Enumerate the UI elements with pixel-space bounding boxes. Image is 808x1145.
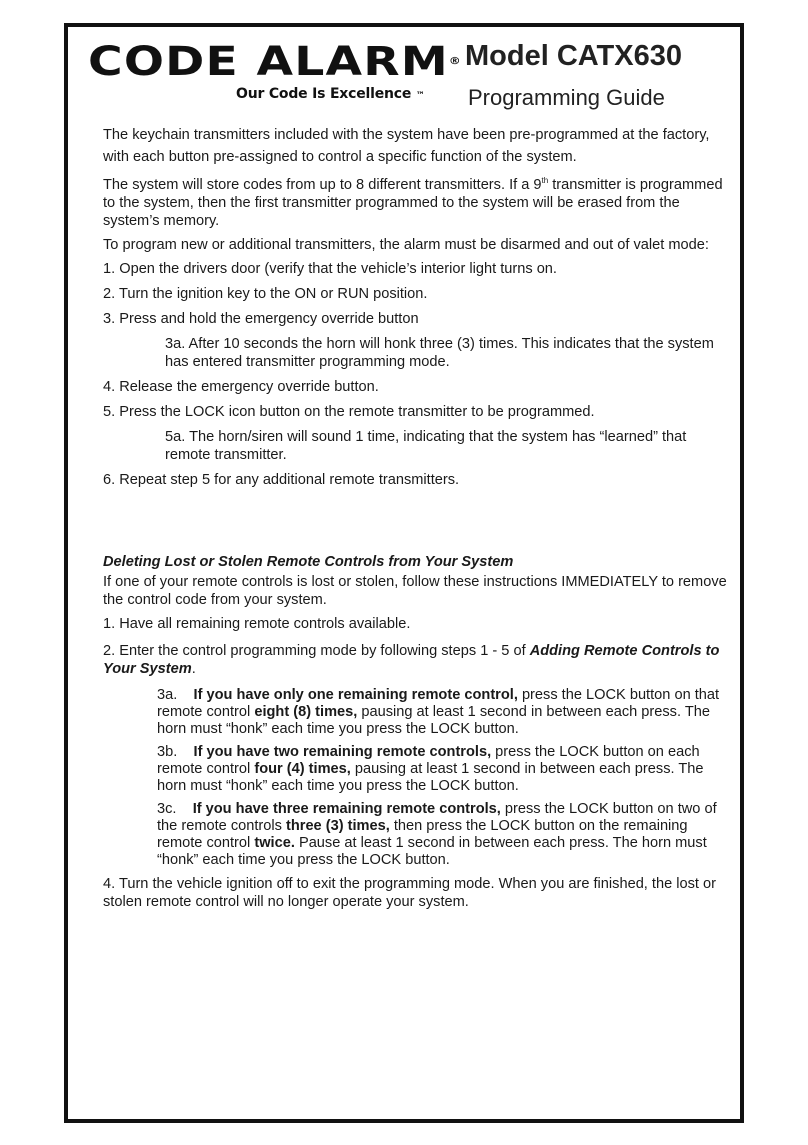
step-6: 6. Repeat step 5 for any additional remote transmitters. (103, 471, 460, 488)
document-body (103, 124, 733, 917)
deleting-step-1: 1. Have all remaining remote controls available. (103, 615, 411, 632)
deleting-step-3c: 3c. If you have three remaining remote controls, press the LOCK button on two of the remote controls three (3) times, then press the LOCK button on the remaining remote control twice. Pause at least 1 second in between each press. The horn must “honk” each time you press the LOCK button. (157, 800, 717, 868)
program-intro: To program new or additional transmitters, the alarm must be disarmed and out of valet mode: (103, 236, 709, 253)
step-1: 1. Open the drivers door (verify that the vehicle’s interior light turns on. (103, 260, 557, 277)
guide-subtitle: Programming Guide (468, 85, 665, 110)
step-3: 3. Press and hold the emergency override button (103, 310, 419, 327)
step-2: 2. Turn the ignition key to the ON or RUN position. (103, 285, 428, 302)
step-5: 5. Press the LOCK icon button on the remote transmitter to be programmed. (103, 403, 595, 420)
model-title: Model CATX630 (465, 40, 683, 72)
deleting-heading: Deleting Lost or Stolen Remote Controls from Your System (103, 553, 514, 570)
logo-tagline: Our Code Is Excellence ™ (236, 86, 425, 102)
step-4: 4. Release the emergency override button. (103, 378, 379, 395)
transmitter-codes-paragraph: The system will store codes from up to 8 different transmitters. If a 9th transmitter is programmed to the system, then the first transmitter programmed to the system will be erased from the system’s memory. (103, 176, 723, 229)
deleting-step-2: 2. Enter the control programming mode by following steps 1 - 5 of Adding Remote Controls to Your System. (103, 642, 720, 677)
logo-wordmark: CODE ALARM® (88, 39, 462, 85)
deleting-step-4: 4. Turn the vehicle ignition off to exit the programming mode. When you are finished, the lost or stolen remote control will no longer operate your system. (103, 875, 717, 910)
deleting-step-3b: 3b. If you have two remaining remote controls, press the LOCK button on each remote control four (4) times, pausing at least 1 second in between each press. The horn must “honk” each time you press the LOCK button. (157, 743, 704, 794)
deleting-intro: If one of your remote controls is lost or stolen, follow these instructions IMMEDIATELY to remove the control code from your system. (103, 573, 727, 608)
deleting-step-3a: 3a. If you have only one remaining remote control, press the LOCK button on that remote control eight (8) times, pausing at least 1 second in between each press. The horn must “honk” each time you press the LOCK button. (157, 686, 720, 737)
intro-paragraph: The keychain transmitters included with the system have been pre-programmed at the factory, with each button pre-assigned to control a specific function of the system. (103, 127, 710, 165)
brand-logo (88, 39, 462, 110)
step-5a: 5a. The horn/siren will sound 1 time, indicating that the system has “learned” that remote transmitter. (165, 428, 687, 463)
step-3a: 3a. After 10 seconds the horn will honk three (3) times. This indicates that the system has entered transmitter programming mode. (165, 335, 714, 370)
